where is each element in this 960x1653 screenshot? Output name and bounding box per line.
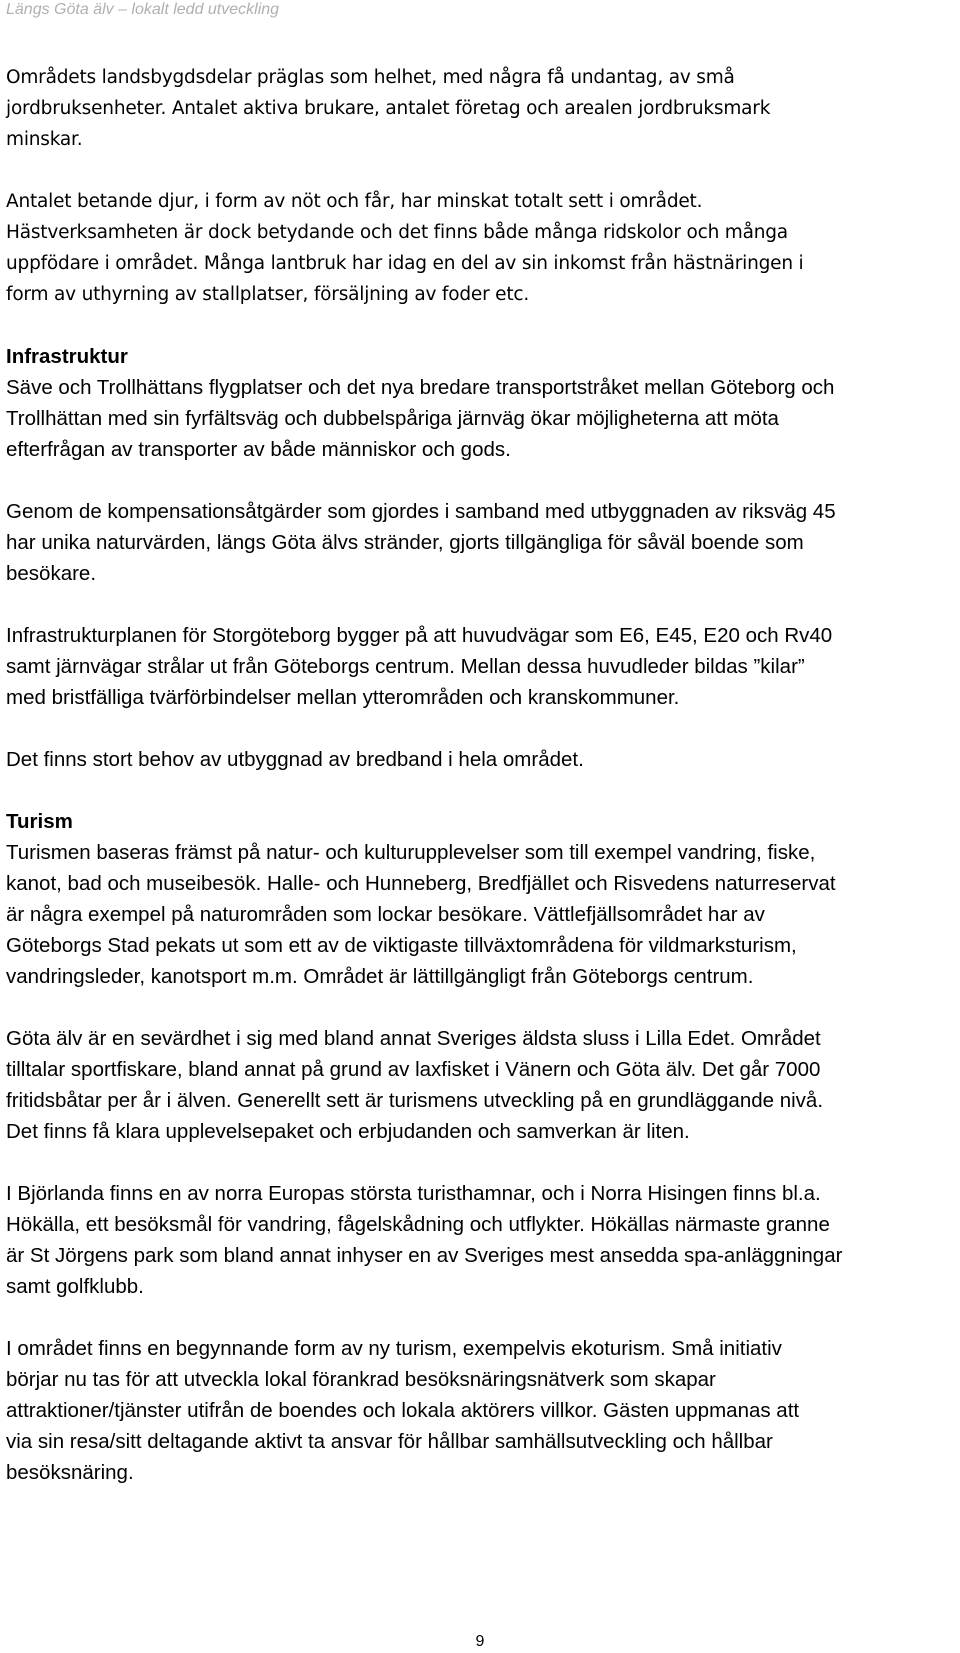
paragraph [6, 496, 954, 589]
paragraph [6, 62, 954, 155]
text-line: Turismen baseras främst på natur- och kulturupplevelser som till exempel vandring, fiske, [6, 841, 816, 864]
paragraph [6, 1023, 954, 1147]
text-line: Antalet betande djur, i form av nöt och får, har minskat totalt sett i området. [6, 191, 703, 212]
paragraph-gap [6, 992, 954, 1023]
text-line: samt golfklubb. [6, 1275, 144, 1298]
text-line: Det finns stort behov av utbyggnad av bredband i hela området. [6, 748, 584, 771]
paragraph-gap [6, 775, 954, 806]
paragraph [6, 620, 954, 713]
text-line: attraktioner/tjänster utifrån de boendes och lokala aktörers villkor. Gästen uppmanas att [6, 1399, 800, 1422]
text-line: har unika naturvärden, längs Göta älvs stränder, gjorts tillgängliga för såväl boende som [6, 531, 804, 554]
paragraph-gap [6, 713, 954, 744]
text-line: Trollhättan med sin fyrfältsväg och dubbelspåriga järnväg ökar möjligheterna att möta [6, 407, 779, 430]
text-line: besöksnäring. [6, 1461, 134, 1484]
text-line: tilltalar sportfiskare, bland annat på grund av laxfisket i Vänern och Göta älv. Det går 7000 [6, 1058, 821, 1081]
paragraph-gap [6, 155, 954, 186]
paragraph [6, 744, 954, 775]
paragraph-gap [6, 589, 954, 620]
text-line: börjar nu tas för att utveckla lokal förankrad besöksnäringsnätverk som skapar [6, 1368, 716, 1391]
text-line: är St Jörgens park som bland annat inhyser en av Sveriges mest ansedda spa-anläggningar [6, 1244, 843, 1267]
text-line: via sin resa/sitt deltagande aktivt ta ansvar för hållbar samhällsutveckling och hållbar [6, 1430, 773, 1453]
text-line: Infrastrukturplanen för Storgöteborg bygger på att huvudvägar som E6, E45, E20 och Rv40 [6, 624, 833, 647]
section-heading: Infrastruktur [6, 345, 128, 368]
paragraph-gap [6, 1302, 954, 1333]
text-line: efterfrågan av transporter av både människor och gods. [6, 438, 511, 461]
text-line: Göteborgs Stad pekats ut som ett av de viktigaste tillväxtområdena för vildmarksturism, [6, 934, 797, 957]
text-line: samt järnvägar strålar ut från Göteborgs centrum. Mellan dessa huvudleder bildas ”kilar” [6, 655, 805, 678]
paragraph [6, 1178, 954, 1302]
text-line: kanot, bad och museibesök. Halle- och Hunneberg, Bredfjället och Risvedens naturreservat [6, 872, 836, 895]
running-header: Längs Göta älv – lokalt ledd utveckling [6, 1, 280, 18]
paragraph-gap [6, 465, 954, 496]
section-heading: Turism [6, 810, 73, 833]
text-line: Det finns få klara upplevelsepaket och erbjudanden och samverkan är liten. [6, 1120, 690, 1143]
text-line: form av uthyrning av stallplatser, försäljning av foder etc. [6, 284, 530, 305]
paragraph [6, 806, 954, 992]
text-line: Områdets landsbygdsdelar präglas som helhet, med några få undantag, av små [6, 67, 735, 88]
text-line: är några exempel på naturområden som lockar besökare. Vättlefjällsområdet har av [6, 903, 765, 926]
text-line: minskar. [6, 129, 83, 150]
text-line: vandringsleder, kanotsport m.m. Området är lättillgängligt från Göteborgs centrum. [6, 965, 754, 988]
text-line: Säve och Trollhättans flygplatser och det nya bredare transportstråket mellan Göteborg och [6, 376, 835, 399]
text-line: uppfödare i området. Många lantbruk har idag en del av sin inkomst från hästnäringen i [6, 253, 804, 274]
text-line: Hästverksamheten är dock betydande och det finns både många ridskolor och många [6, 222, 788, 243]
paragraph [6, 1333, 954, 1488]
text-line: Göta älv är en sevärdhet i sig med bland annat Sveriges äldsta sluss i Lilla Edet. Området [6, 1027, 821, 1050]
paragraph-gap [6, 310, 954, 341]
paragraph [6, 186, 954, 310]
text-line: Hökälla, ett besöksmål för vandring, fågelskådning och utflykter. Hökällas närmaste granne [6, 1213, 830, 1236]
text-line: jordbruksenheter. Antalet aktiva brukare, antalet företag och arealen jordbruksmark [6, 98, 771, 119]
text-line: I Björlanda finns en av norra Europas största turisthamnar, och i Norra Hisingen finns bl.a. [6, 1182, 821, 1205]
paragraph-gap [6, 1147, 954, 1178]
text-line: besökare. [6, 562, 97, 585]
text-line: med bristfälliga tvärförbindelser mellan ytterområden och kranskommuner. [6, 686, 680, 709]
text-line: Genom de kompensationsåtgärder som gjordes i samband med utbyggnaden av riksväg 45 [6, 500, 836, 523]
document-body [6, 62, 954, 1488]
text-line: I området finns en begynnande form av ny turism, exempelvis ekoturism. Små initiativ [6, 1337, 782, 1360]
paragraph [6, 341, 954, 465]
text-line: fritidsbåtar per år i älven. Generellt sett är turismens utveckling på en grundläggande nivå. [6, 1089, 824, 1112]
page-number: 9 [475, 1633, 485, 1650]
